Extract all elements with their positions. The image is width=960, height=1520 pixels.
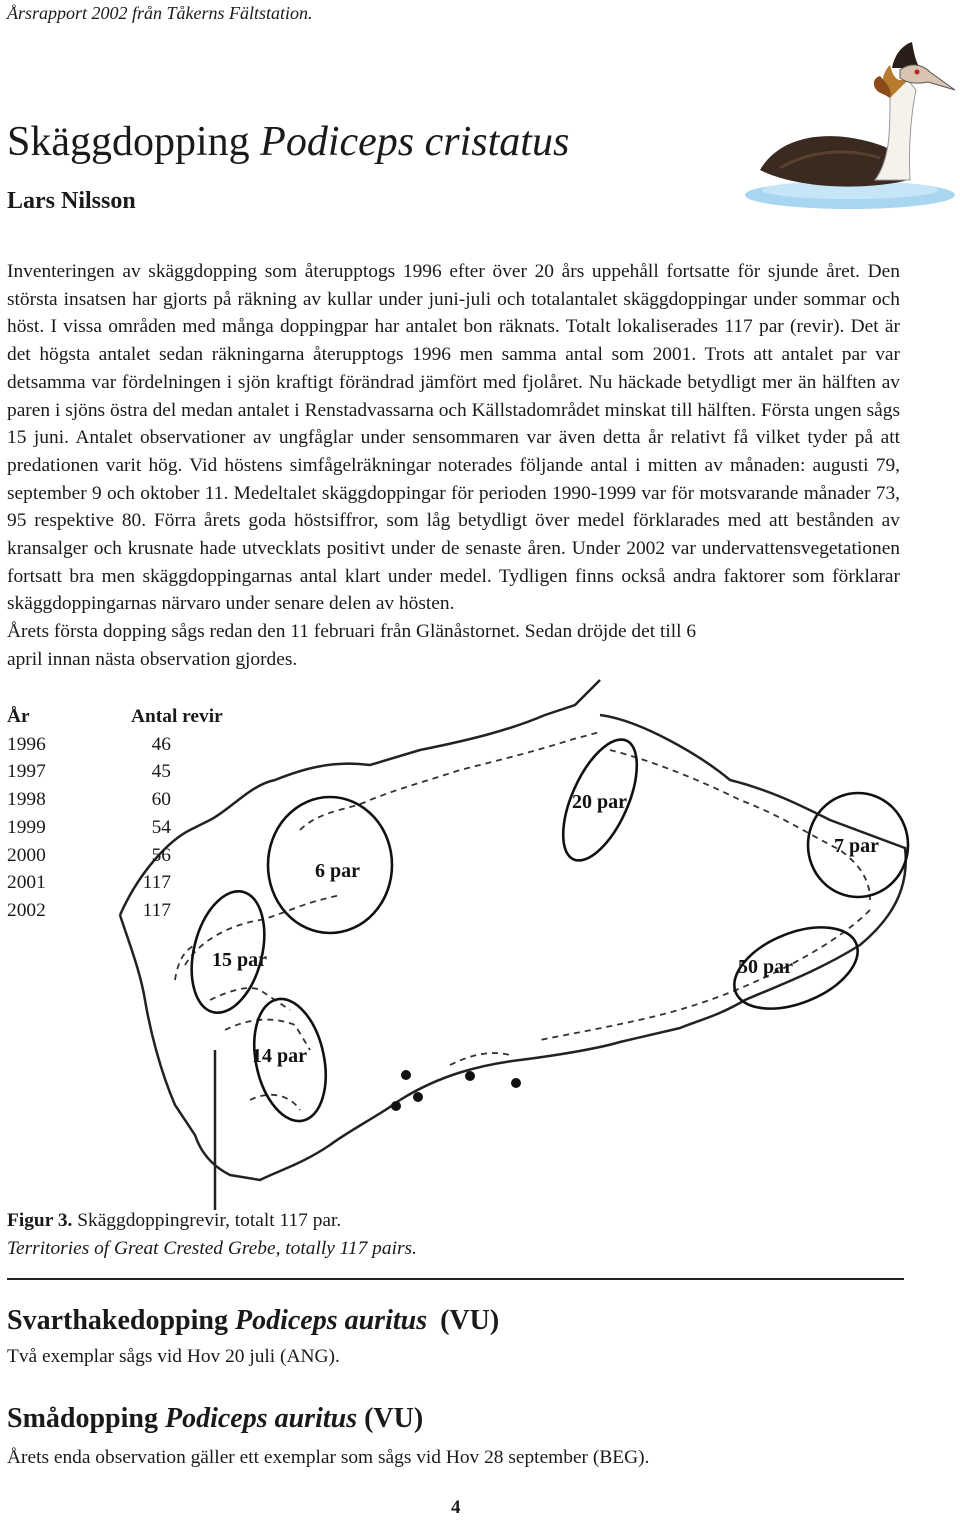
table-cell-year: 1999 (7, 816, 46, 838)
section-status: (VU) (364, 1403, 424, 1434)
section-title-svarthakedopping (7, 1305, 499, 1337)
table-cell-year: 1998 (7, 789, 46, 811)
table-cell-count: 117 (142, 899, 171, 921)
section-status: (VU) (440, 1305, 500, 1336)
table-row (7, 731, 251, 759)
article-body (7, 258, 900, 674)
table-header (7, 703, 251, 731)
body-paragraph: Inventeringen av skäggdopping som återupptogs 1996 efter över 20 års uppehåll fortsatte för sjunde året. Den största insatsen har gjorts på räkning av kullar under juni-juli och totalantalet skäggdoppingar under sommar och höst. I vissa områden med många doppingpar har antalet bon räknats. Totalt lokaliserades 117 par (revir). Det är det högsta antalet sedan räkningarna återupptogs 1996 men samma antal som 2001. Trots att antalet par var detsamma var fördelningen i sjön kraftigt förändrad jämfört med fjolåret. Nu häckade betydligt mer än hälften av paren i sjöns östra del medan antalet i Renstadvassarna och Källstadområdet minskat till hälften. Första ungen sågs 15 juni. Antalet observationer av ungfåglar under sensommaren var även detta år relativt få vilket tyder på att predationen varit hög. Vid höstens simfågelräkningar noterades följande antal i mitten av månaden: augusti 79, september 9 och oktober 11. Medeltalet skäggdoppingar för perioden 1990-1999 var för motsvarande månader 73, 95 respektive 80. Förra årets goda höstsiffror, som låg betydligt över medel förklarades med att bestånden av kransalger och krusnate hade utvecklats positivt under de senaste åren. Under 2002 var undervattensvegetationen fortsatt bra men skäggdoppingarnas antal klart under medel. Tydligen finns också andra faktorer som förklarar skäggdoppingarnas närvaro under senare delen av hösten. (7, 261, 900, 615)
table-row (7, 786, 251, 814)
table-cell-count: 54 (151, 816, 171, 838)
section-text-svarthakedopping: Två exemplar sågs vid Hov 20 juli (ANG). (7, 1346, 340, 1367)
section-divider (7, 1278, 904, 1280)
figure-label: Figur 3. (7, 1210, 73, 1231)
table-cell-count: 117 (142, 872, 171, 894)
table-row (7, 897, 251, 925)
territory-label-6: 6 par (315, 860, 360, 882)
table-row (7, 869, 251, 897)
table-cell-count: 45 (151, 761, 171, 783)
territory-label-20: 20 par (572, 791, 627, 813)
table-cell-year: 2002 (7, 899, 46, 921)
table-row (7, 814, 251, 842)
table-cell-count: 46 (151, 733, 171, 755)
author-name: Lars Nilsson (7, 188, 136, 214)
section-latin-name: Podiceps auritus (234, 1305, 428, 1336)
observation-dot (401, 1070, 411, 1080)
observation-dot (465, 1071, 475, 1081)
table-cell-year: 1996 (7, 733, 46, 755)
caption-english: Territories of Great Crested Grebe, totally 117 pairs. (7, 1238, 417, 1259)
table-cell-year: 1997 (7, 761, 46, 783)
observation-dot (391, 1101, 401, 1111)
section-text-smadopping: Årets enda observation gäller ett exemplar som sågs vid Hov 28 september (BEG). (7, 1447, 650, 1468)
observation-dot (511, 1078, 521, 1088)
running-header: Årsrapport 2002 från Tåkerns Fältstation. (7, 3, 313, 23)
territory-label-15: 15 par (212, 949, 267, 971)
column-header-year: År (7, 706, 30, 727)
section-common-name: Svarthakedopping (7, 1305, 228, 1336)
title-latin-name: Podiceps cristatus (260, 119, 570, 165)
article-title (7, 118, 569, 166)
table-row (7, 758, 251, 786)
section-latin-name: Podiceps auritus (164, 1403, 358, 1434)
grebe-illustration (740, 40, 960, 220)
body-paragraph-2: Årets första dopping sågs redan den 11 februari från Glänåstornet. Sedan dröjde det till 6 april innan nästa observation gjordes. (7, 621, 697, 670)
section-common-name: Smådopping (7, 1403, 158, 1434)
table-cell-year: 2000 (7, 844, 46, 866)
figure-caption (7, 1207, 417, 1263)
table-row (7, 842, 251, 870)
caption-swedish-text: Skäggdoppingrevir, totalt 117 par. (77, 1210, 342, 1231)
table-cell-year: 2001 (7, 872, 46, 894)
table-cell-count: 60 (151, 789, 171, 811)
territory-label-7: 7 par (834, 835, 879, 857)
title-common-name: Skäggdopping (7, 119, 250, 165)
observation-dot (413, 1092, 423, 1102)
section-title-smadopping (7, 1403, 423, 1435)
table-cell-count: 56 (151, 844, 171, 866)
caption-swedish (7, 1207, 417, 1235)
page-number: 4 (451, 1497, 461, 1518)
territory-table (7, 703, 251, 925)
territory-label-14: 14 par (252, 1045, 307, 1067)
column-header-count: Antal revir (131, 706, 223, 727)
territory-label-50: 50 par (738, 956, 793, 978)
